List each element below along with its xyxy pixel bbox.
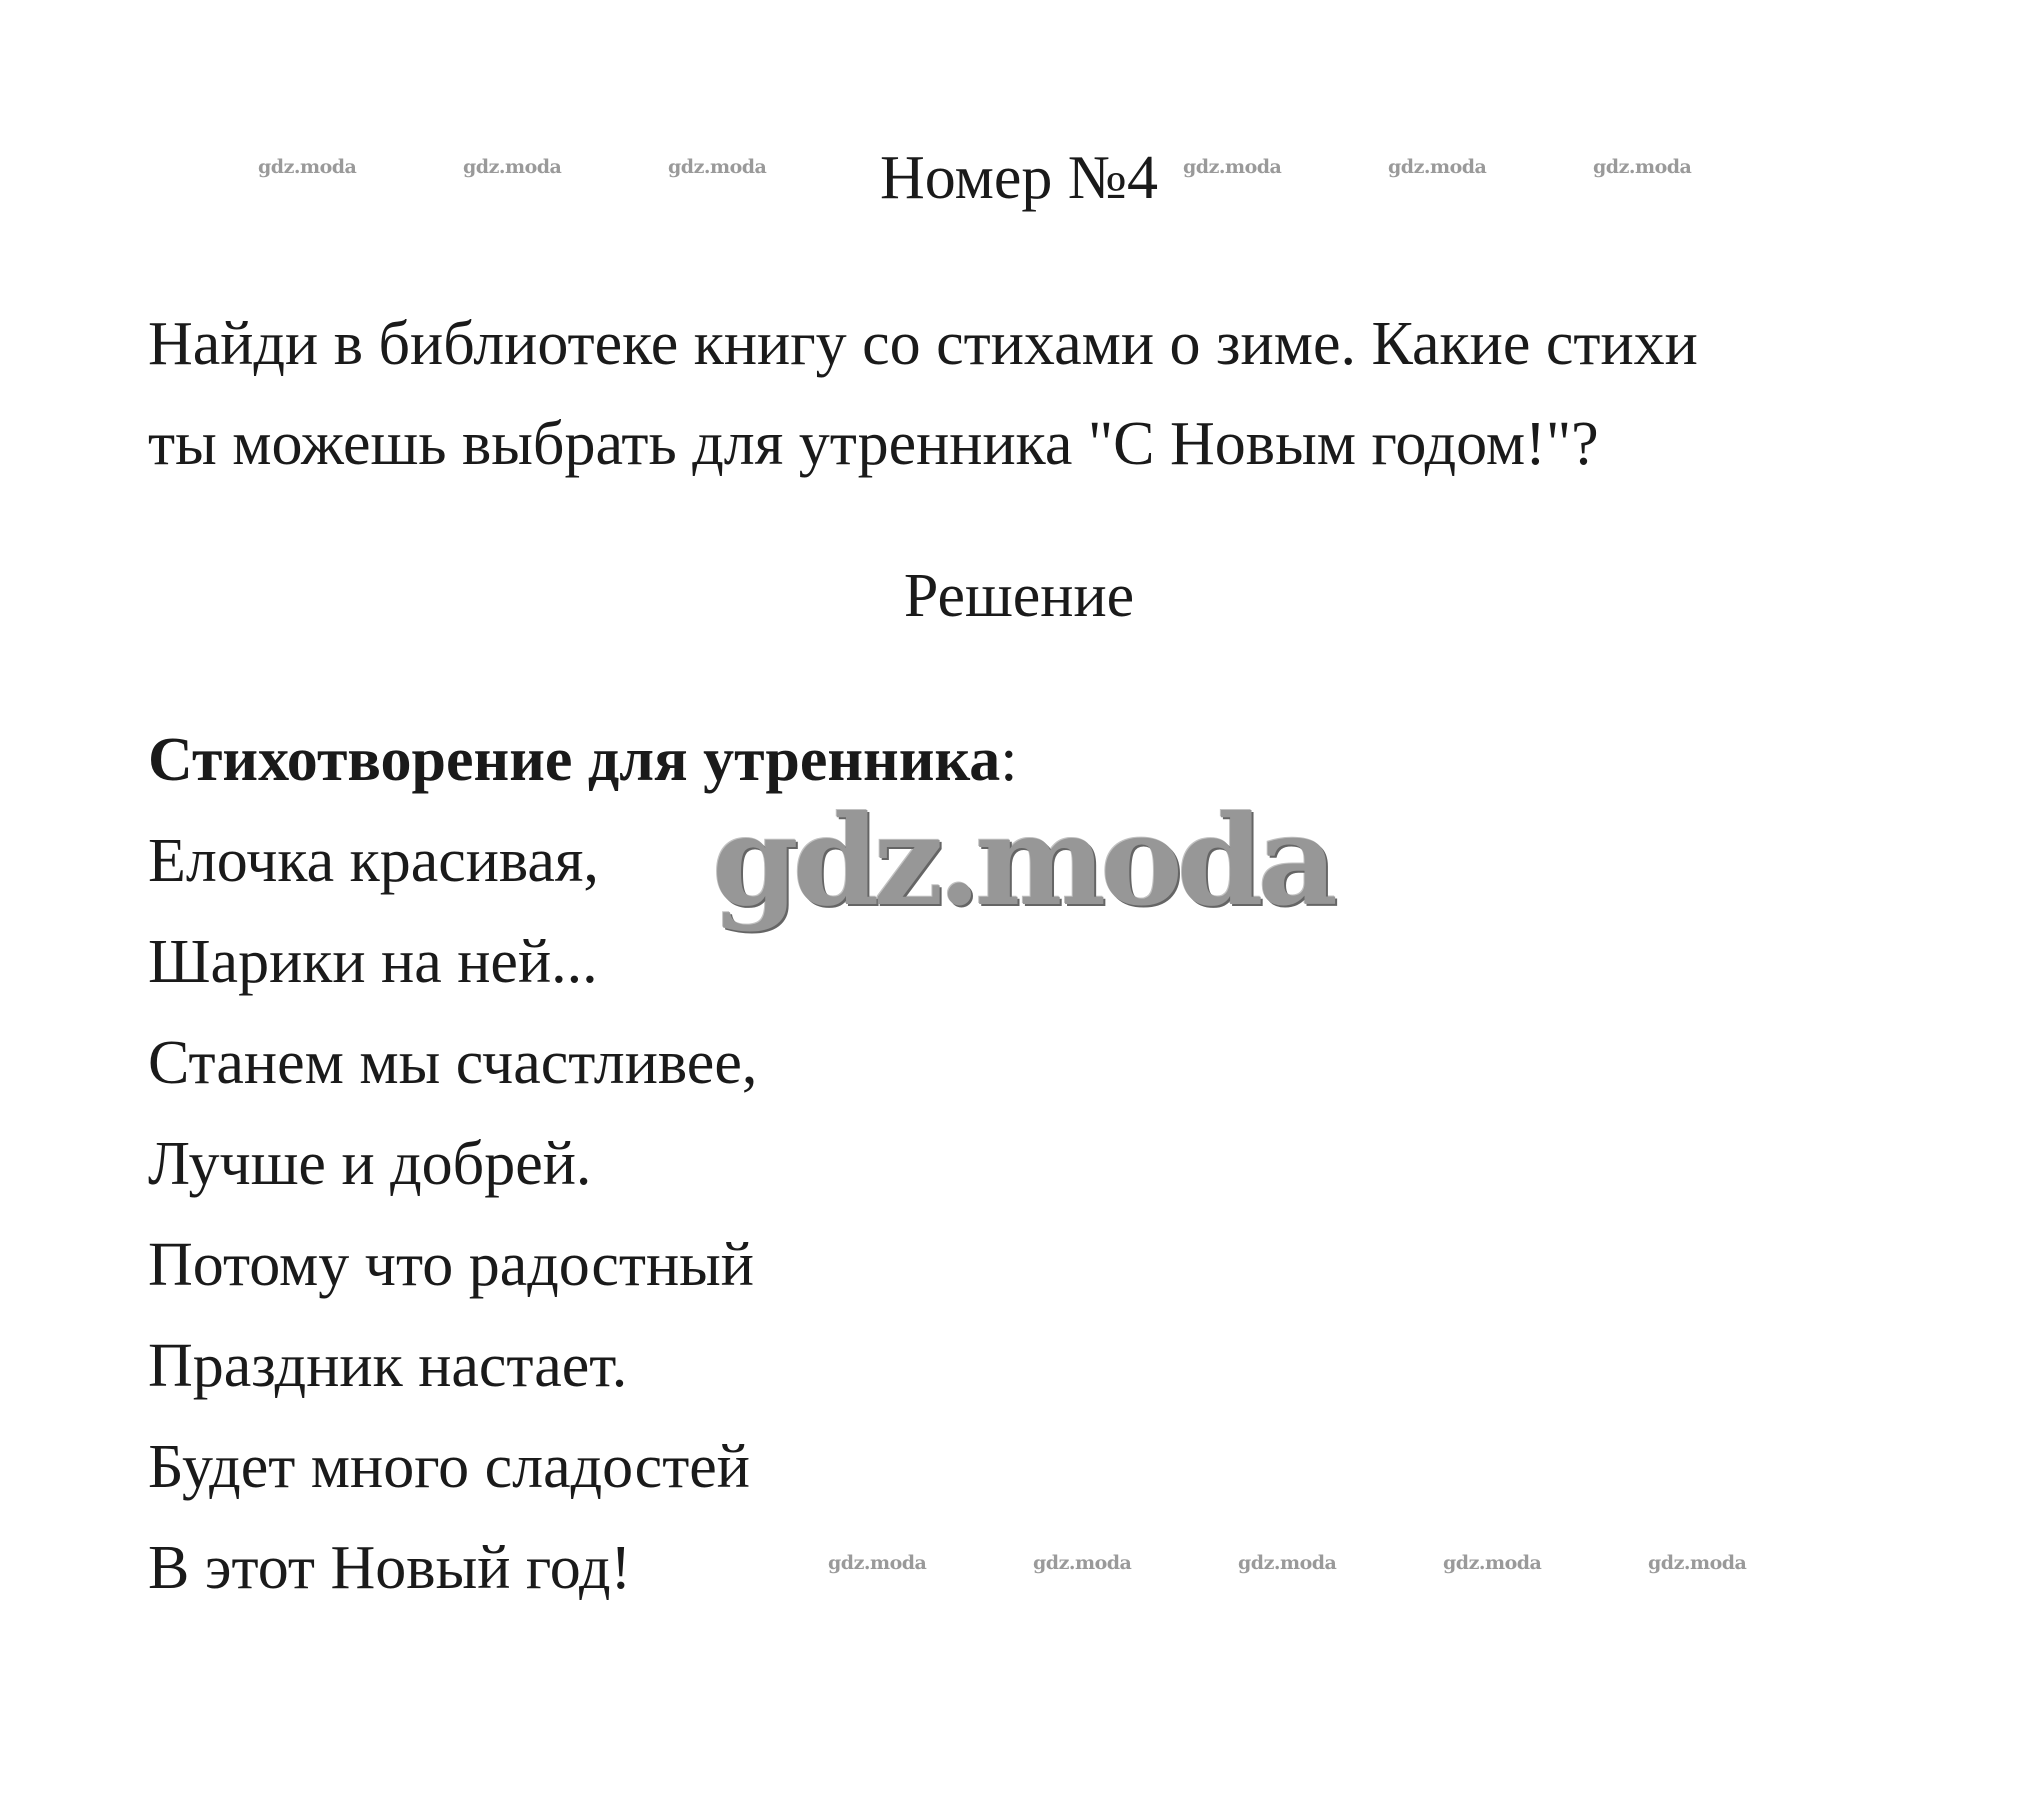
- poem-line: Праздник настает.: [148, 1332, 628, 1400]
- poem-line: Будет много сладостей: [148, 1433, 750, 1501]
- watermark-small: gdz.moda: [668, 156, 767, 178]
- poem-heading-label: Стихотворение для утренника: [148, 726, 1001, 794]
- poem-line: Елочка красивая,: [148, 827, 599, 895]
- task-line: Найди в библиотеке книгу со стихами о зиме. Какие стихи: [148, 310, 1698, 378]
- solution-heading: Решение: [903, 562, 1135, 630]
- watermark-small: gdz.moda: [1238, 1552, 1337, 1574]
- watermark-small: gdz.moda: [1648, 1552, 1747, 1574]
- poem-line: Станем мы счастливее,: [148, 1029, 758, 1097]
- poem-line: Потому что радостный: [148, 1231, 754, 1299]
- page-title: Номер №4: [879, 144, 1158, 212]
- watermark-small: gdz.moda: [1183, 156, 1282, 178]
- watermark-large: gdz.moda: [712, 789, 1332, 934]
- poem-line: В этот Новый год!: [148, 1534, 632, 1602]
- watermark-small: gdz.moda: [463, 156, 562, 178]
- watermark-small: gdz.moda: [1388, 156, 1487, 178]
- task-text: [148, 294, 1908, 494]
- poem-line: Лучше и добрей.: [148, 1130, 592, 1198]
- watermark-small: gdz.moda: [1443, 1552, 1542, 1574]
- poem-line: Шарики на ней...: [148, 928, 598, 996]
- watermark-small: gdz.moda: [828, 1552, 927, 1574]
- poem-heading-colon: :: [1000, 726, 1018, 794]
- watermark-small: gdz.moda: [1593, 156, 1692, 178]
- watermark-small: gdz.moda: [1033, 1552, 1132, 1574]
- watermark-small: gdz.moda: [258, 156, 357, 178]
- task-line: ты можешь выбрать для утренника "С Новым годом!"?: [148, 410, 1599, 478]
